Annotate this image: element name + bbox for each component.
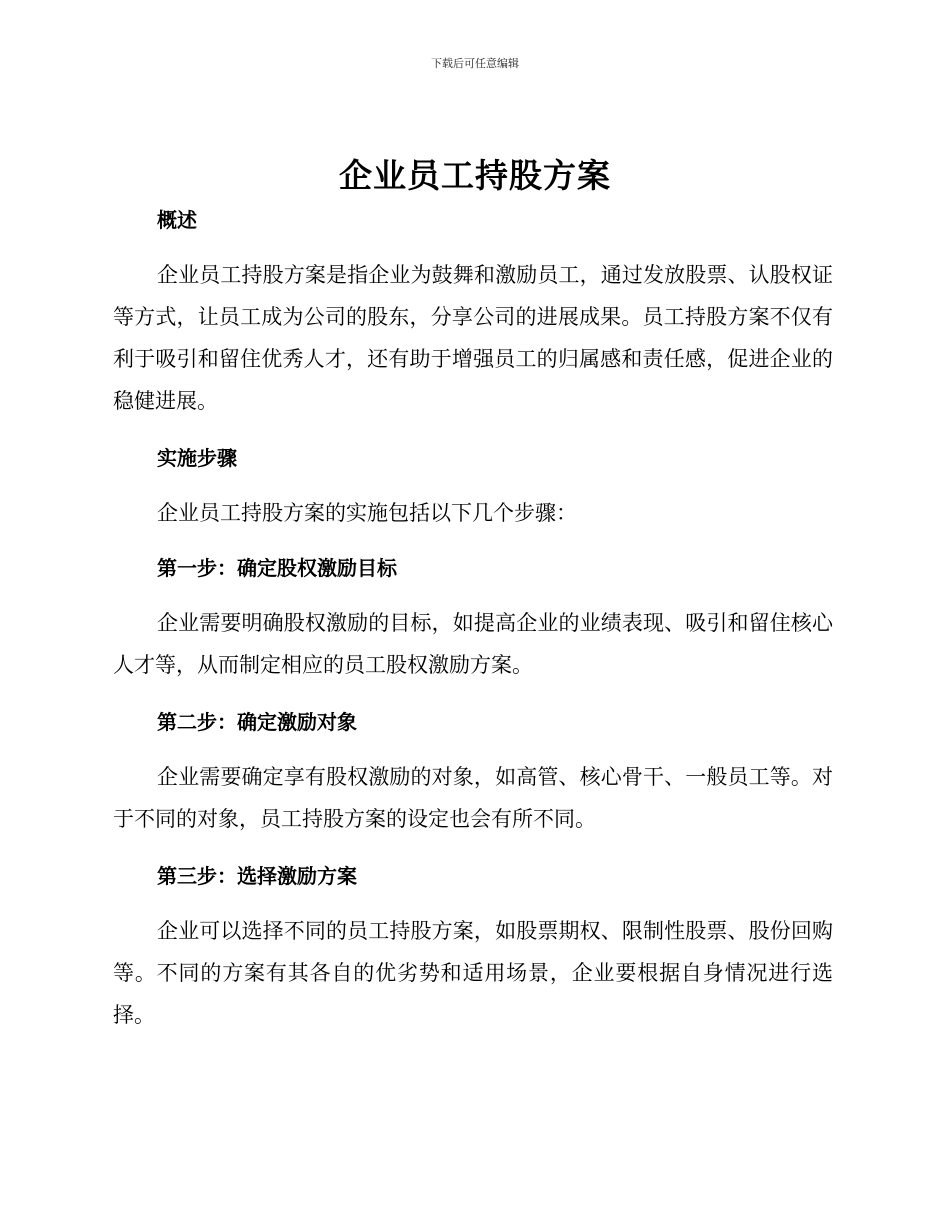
step3-paragraph: 企业可以选择不同的员工持股方案，如股票期权、限制性股票、股份回购等。不同的方案有其各自的优劣势和适用场景，企业要根据自身情况进行选择。 bbox=[113, 919, 833, 1027]
overview-paragraph: 企业员工持股方案是指企业为鼓舞和激励员工，通过发放股票、认股权证等方式，让员工成为公司的股东，分享公司的进展成果。员工持股方案不仅有利于吸引和留住优秀人才，还有助于增强员工的归属感和责任感，促进企业的稳健进展。 bbox=[113, 263, 833, 413]
page-title: 企业员工持股方案 bbox=[339, 156, 611, 195]
step1-paragraph: 企业需要明确股权激励的目标，如提高企业的业绩表现、吸引和留住核心人才等，从而制定相应的员工股权激励方案。 bbox=[113, 611, 833, 677]
section-heading-steps: 实施步骤 bbox=[157, 446, 237, 470]
step2-heading: 第二步：确定激励对象 bbox=[157, 710, 357, 734]
step2-paragraph: 企业需要确定享有股权激励的对象，如高管、核心骨干、一般员工等。对于不同的对象，员工持股方案的设定也会有所不同。 bbox=[113, 765, 833, 831]
step3-heading: 第三步：选择激励方案 bbox=[157, 864, 357, 888]
document-body bbox=[113, 203, 833, 1036]
section-heading-overview: 概述 bbox=[157, 208, 197, 232]
step1-heading: 第一步：确定股权激励目标 bbox=[157, 556, 397, 580]
header-note: 下载后可任意编辑 bbox=[431, 57, 519, 70]
steps-intro-paragraph: 企业员工持股方案的实施包括以下几个步骤： bbox=[157, 501, 577, 525]
